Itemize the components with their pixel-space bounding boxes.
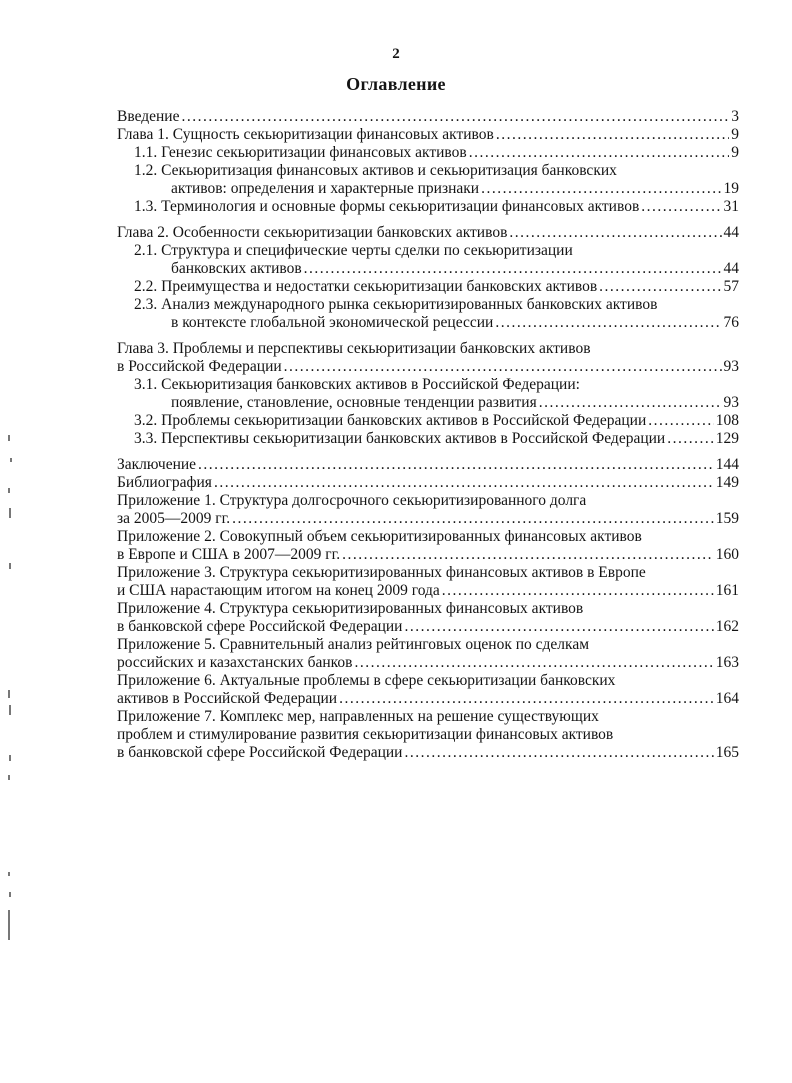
dot-leader [496, 126, 729, 144]
toc-entry-text: Глава 3. Проблемы и перспективы секьюритизации банковских активов [117, 340, 591, 357]
toc-entry[interactable] [117, 198, 739, 216]
toc-entry-text: 3.2. Проблемы секьюритизации банковских активов в Российской Федерации [134, 412, 647, 429]
toc-entry[interactable] [117, 340, 739, 376]
toc-entry[interactable] [117, 242, 739, 278]
toc-entry-text: проблем и стимулирование развития секьюритизации финансовых активов [117, 726, 614, 743]
toc-entry-text: 1.1. Генезис секьюритизации финансовых активов [134, 144, 467, 161]
toc-page-number: 93 [723, 394, 739, 411]
toc-entry-text: 2.2. Преимущества и недостатки секьюритизации банковских активов [134, 278, 598, 295]
toc-entry-text: Библиография [117, 474, 212, 491]
toc-entry-text: в Европе и США в 2007—2009 гг. [117, 546, 341, 563]
toc-entry[interactable] [117, 278, 739, 296]
toc-page-number: 9 [731, 126, 739, 143]
dot-leader [214, 474, 714, 492]
dot-leader [599, 278, 721, 296]
toc-entry-text: Приложение 5. Сравнительный анализ рейтинговых оценок по сделкам [117, 636, 590, 653]
toc-entry-text: 1.2. Секьюритизация финансовых активов и секьюритизация банковских [134, 162, 617, 179]
toc-entry-text: 1.3. Терминология и основные формы секьюритизации финансовых активов [134, 198, 640, 215]
toc-entry[interactable] [117, 474, 739, 492]
toc-entry[interactable] [117, 492, 739, 528]
toc-entry-text: 2.3. Анализ международного рынка секьюритизированных банковских активов [134, 296, 658, 313]
toc-page-number: 9 [731, 144, 739, 161]
toc-entry[interactable] [117, 672, 739, 708]
toc-entry-text: Приложение 4. Структура секьюритизированных финансовых активов [117, 600, 584, 617]
toc-entry-text: появление, становление, основные тенденции развития [171, 394, 537, 411]
toc-entry-text: в банковской сфере Российской Федерации [117, 744, 403, 761]
toc-page-number: 44 [723, 260, 739, 277]
toc-entry-text: Приложение 1. Структура долгосрочного секьюритизированного долга [117, 492, 587, 509]
toc-entry-text: Введение [117, 108, 180, 125]
dot-leader [181, 108, 729, 126]
dot-leader [198, 456, 714, 474]
toc-entry-text: Приложение 7. Комплекс мер, направленных на решение существующих [117, 708, 599, 725]
dot-leader [284, 358, 722, 376]
toc-entry[interactable] [117, 708, 739, 762]
dot-leader [442, 582, 714, 600]
toc-page-number: 31 [723, 198, 739, 215]
toc-entry[interactable] [117, 564, 739, 600]
toc-entry[interactable] [117, 144, 739, 162]
scan-margin-marks [0, 0, 30, 1083]
dot-leader [641, 198, 721, 216]
toc-entry-text: за 2005—2009 гг. [117, 510, 231, 527]
toc-page-number: 3 [731, 108, 739, 125]
toc-entry-text: Глава 2. Особенности секьюритизации банковских активов [117, 224, 508, 241]
toc-page-number: 144 [715, 456, 739, 473]
toc-page-number: 160 [715, 546, 739, 563]
toc-entry-text: Приложение 2. Совокупный объем секьюритизированных финансовых активов [117, 528, 642, 545]
toc-page-number: 108 [715, 412, 739, 429]
toc-entry-text: Приложение 3. Структура секьюритизированных финансовых активов в Европе [117, 564, 646, 581]
dot-leader [509, 224, 721, 242]
toc-entry-text: активов в Российской Федерации [117, 690, 338, 707]
toc-page-number: 93 [723, 358, 739, 375]
dot-leader [539, 394, 722, 412]
dot-leader [339, 690, 714, 708]
toc-entry-text: 3.3. Перспективы секьюритизации банковских активов в Российской Федерации [134, 430, 666, 447]
toc-page-number: 164 [715, 690, 739, 707]
dot-leader [404, 618, 713, 636]
toc-entry[interactable] [117, 430, 739, 448]
dot-leader [481, 180, 721, 198]
toc-entry[interactable] [117, 376, 739, 412]
page-title: Оглавление [346, 74, 446, 94]
toc-entry-text: банковских активов [171, 260, 302, 277]
toc-entry[interactable] [117, 108, 739, 126]
toc-page-number: 19 [723, 180, 739, 197]
toc-page-number: 162 [715, 618, 739, 635]
toc-entry[interactable] [117, 296, 739, 332]
toc-entry-text: 2.1. Структура и специфические черты сделки по секьюритизации [134, 242, 573, 259]
toc-page-number: 76 [723, 314, 739, 331]
toc-entry-text: Приложение 6. Актуальные проблемы в сфере секьюритизации банковских [117, 672, 616, 689]
page-number: 2 [392, 46, 400, 62]
toc-entry-text: Заключение [117, 456, 197, 473]
toc-entry-text: в контексте глобальной экономической рецессии [171, 314, 494, 331]
toc-entry[interactable] [117, 528, 739, 564]
toc-page-number: 149 [715, 474, 739, 491]
dot-leader [648, 412, 714, 430]
toc-page-number: 163 [715, 654, 739, 671]
toc-entry-text: российских и казахстанских банков [117, 654, 353, 671]
dot-leader [232, 510, 714, 528]
dot-leader [495, 314, 721, 332]
toc-entry-text: 3.1. Секьюритизация банковских активов в Российской Федерации: [134, 376, 580, 393]
toc-page-number: 44 [723, 224, 739, 241]
toc-page-number: 129 [715, 430, 739, 447]
toc-entry-text: активов: определения и характерные признаки [171, 180, 480, 197]
dot-leader [304, 260, 722, 278]
toc-entry-text: и США нарастающим итогом на конец 2009 года [117, 582, 440, 599]
toc-entry-text: Глава 1. Сущность секьюритизации финансовых активов [117, 126, 494, 143]
toc-page-number: 57 [723, 278, 739, 295]
toc-entry[interactable] [117, 636, 739, 672]
dot-leader [469, 144, 730, 162]
toc-entry[interactable] [117, 162, 739, 198]
dot-leader [342, 546, 714, 564]
toc-page-number: 161 [715, 582, 739, 599]
dot-leader [354, 654, 713, 672]
toc-entry-text: в банковской сфере Российской Федерации [117, 618, 403, 635]
toc-entry[interactable] [117, 224, 739, 242]
dot-leader [667, 430, 714, 448]
table-of-contents [117, 108, 739, 762]
toc-entry[interactable] [117, 600, 739, 636]
toc-entry-text: в Российской Федерации [117, 358, 282, 375]
dot-leader [404, 744, 713, 762]
toc-entry[interactable] [117, 412, 739, 430]
toc-entry[interactable] [117, 126, 739, 144]
toc-entry[interactable] [117, 456, 739, 474]
toc-page-number: 165 [715, 744, 739, 761]
toc-page-number: 159 [715, 510, 739, 527]
